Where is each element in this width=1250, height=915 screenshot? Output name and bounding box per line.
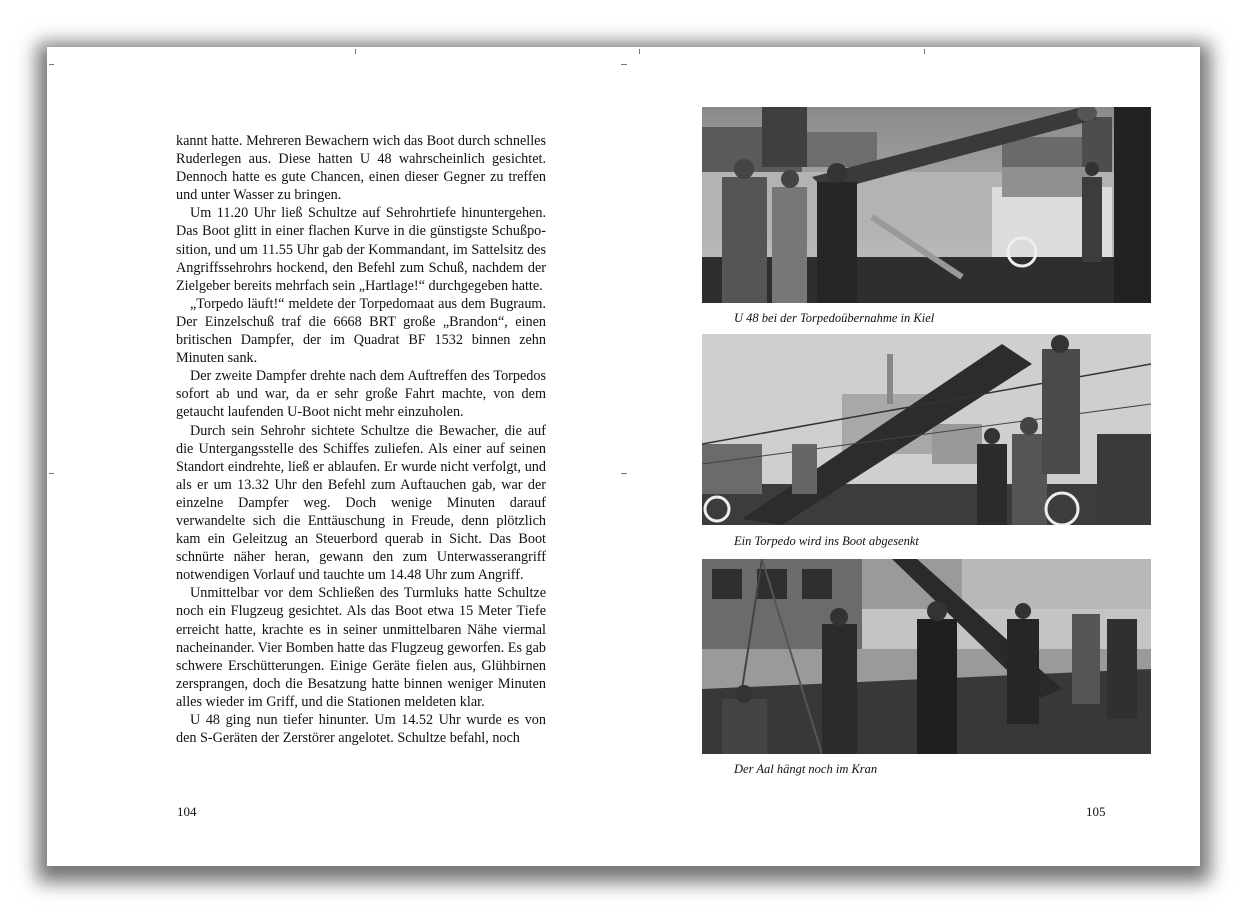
photo-caption: U 48 bei der Torpedoübernahme in Kiel — [734, 311, 935, 325]
paragraph: „Torpedo läuft!“ meldete der Torpedomaat aus dem Bugraum. Der Einzelschuß traf die 6668 BRT große „Brandon“, einen britischen Dampfer, der im Quadrat BF 1532 binnen zehn Minuten sank. — [176, 295, 546, 367]
photo-torpedo-lowered — [702, 334, 1151, 525]
crop-mark — [639, 49, 640, 54]
photo-torpedo-transfer — [702, 107, 1151, 303]
paragraph: kannt hatte. Mehreren Bewachern wich das Boot durch schnelles Ruderlegen aus. Diese hatten U 48 wahrscheinlich gesichtet. Dennoch hatte es gute Chancen, einen dieser Gegner zu treffen und unter Wasser zu bringen. — [176, 133, 546, 204]
crop-mark — [621, 473, 627, 474]
crop-mark — [49, 64, 54, 65]
book-spread — [49, 49, 1200, 865]
paragraph: Um 11.20 Uhr ließ Schultze auf Sehrohrtiefe hinuntergehen. Das Boot glitt in einer flachen Kurve in die günstigste Schußposition, und um 11.55 Uhr gab der Kommandant, im Sattelsitz des Angriffssehrohrs hockend, den Befehl zum Schuß, nachdem der Zielgeber bereits mehrfach sein „Hartlage!“ durchgegeben hatte. — [176, 205, 546, 294]
crop-mark — [621, 64, 627, 65]
photo-caption: Ein Torpedo wird ins Boot abgesenkt — [734, 534, 919, 548]
paragraph: Unmittelbar vor dem Schließen des Turmluks hatte Schultze noch ein Flugzeug gesichtet. Als das Boot etwa 15 Meter Tiefe erreicht hatte, krachte es in seiner unmittelbaren Nähe viermal nacheinander. Vier Bomben hatte das Flugzeug geworfen. Es gab schwere Erschütterungen. Einige Geräte fielen aus, Glühbirnen zersprangen, doch die Besatzung hatte binnen weniger Minuten alles wieder im Griff, und die Stationen meldeten klar. — [176, 585, 547, 710]
paragraph: U 48 ging nun tiefer hinunter. Um 14.52 Uhr wurde es von den S-Geräten der Zerstörer angelotet. Schultze befahl, noch — [176, 712, 546, 747]
body-text — [176, 132, 546, 747]
paragraph: Der zweite Dampfer drehte nach dem Auftreffen des Torpedos sofort ab und war, da er sehr große Fahrt machte, von dem getaucht laufenden U-Boot nicht mehr einzuholen. — [176, 368, 546, 421]
crop-mark — [355, 49, 356, 54]
page-number-right: 105 — [1086, 804, 1106, 819]
photo-caption: Der Aal hängt noch im Kran — [734, 762, 878, 776]
photo-torpedo-crane — [702, 559, 1151, 754]
crop-mark — [924, 49, 925, 54]
crop-mark — [49, 473, 54, 474]
page-number-left: 104 — [177, 804, 197, 819]
paragraph: Durch sein Sehrohr sichtete Schultze die Bewacher, die auf die Untergangsstelle des Schiffes zuliefen. Als einer auf seinen Standort eindrehte, ließ er ablaufen. Er wurde nicht verfolgt, und als er um 13.32 Uhr den Befehl zum Auftauchen gab, war der einzelne Dampfer weg. Doch wenige Minuten darauf verwandelte sich die Enttäuschung in Freude, denn plötzlich kam ein Geleitzug an Steuerbord querab in Sicht. Das Boot schnürte näher heran, gewann den zum Unterwasserangriff notwendigen Vorlauf und tauchte um 14.48 Uhr zum Angriff. — [176, 422, 546, 584]
